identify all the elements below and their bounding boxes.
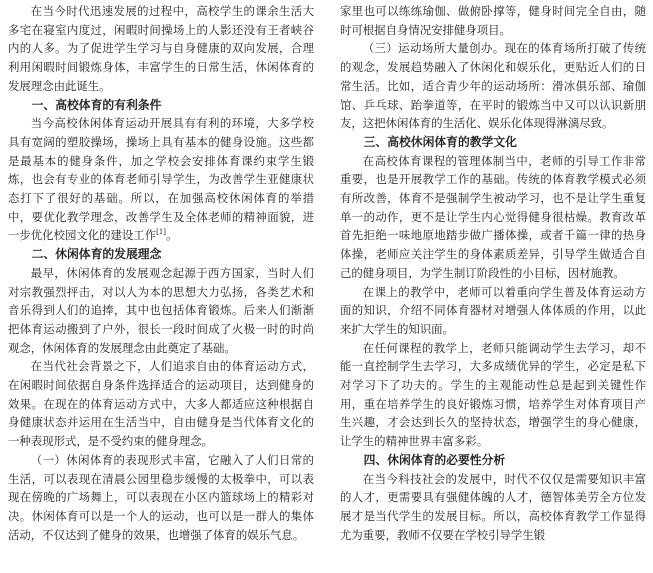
section-heading-3: 三、高校休闲体育的教学文化 xyxy=(363,134,517,149)
section-3-paragraph-2: 在课上的教学中，老师可以着重向学生普及体育运动方面的知识，介绍不同体育器材对增强人体体质的作用，以此来扩大学生的知识面。 xyxy=(340,284,646,336)
intro-paragraph: 在当今时代迅速发展的过程中，高校学生的课余生活大多宅在寝室内度过，闲暇时间操场上的人影还没有王者峡谷内的人多。为了促进学生学习与自身健康的双向发展，合理利用闲暇时间锻炼身体，丰富学生的日常生活，休闲体育的发展理念由此诞生。 xyxy=(8,4,314,93)
section-heading-1: 一、高校体育的有利条件 xyxy=(31,97,162,112)
section-2-paragraph-3: （一）休闲体育的表现形式丰富，它融入了人们日常的生活，可以表现在清晨公园里稳步缓慢的太极拳中，可以表现在傍晚的广场舞上，可以表现在小区内篮球场上的精彩对决。休闲体育可以是一个人的运动，也可以是一群人的集体活动，不仅达到了健身的效果，也增强了体育的娱乐气息。 xyxy=(8,452,314,542)
section-1-text-end: 。 xyxy=(166,228,178,243)
section-1-text: 当今高校休闲体育运动开展具有有利的环境，大多学校具有宽阔的塑胶操场，操场上具有基本的健身设施。这些都是最基本的健身条件，加之学校会安排体育课约束学生锻炼，也会有专业的体育老师引导学生，为改善学生亚健康状态打下了很好的基础。所以，在加强高校休闲体育的举措中，要优化教学理念，改善学生及全体老师的精神面貌，进一步优化校园文化的建设工作 xyxy=(8,116,314,243)
continued-paragraph: 家里也可以练练瑜伽、做俯卧撑等，健身时间完全自由，随时可根据自身情况安排健身项目。 xyxy=(340,4,646,37)
section-2-paragraph-4: （三）运动场所大量创办。现在的体育场所打破了传统的观念，发展趋势融入了休闲化和娱乐化，更贴近人们的日常生活。比如，适合青少年的运动场所：滑冰俱乐部、瑜伽馆、乒乓球、跆拳道等，在平时的锻炼当中又可以认识新朋友，这把休闲体育的生活化、娱乐化体现得淋漓尽致。 xyxy=(340,41,646,131)
section-3-paragraph-3: 在任何课程的教学上，老师只能调动学生去学习，却不能一直控制学生去学习，大多成绩优异的学生，必定是私下对学习下了功夫的。学生的主观能动性总是起到关键性作用，重在培养学生的良好锻炼习惯，培养学生对体育项目产生兴趣，才会达到长久的坚持状态，增强学生的身心健康，让学生的精神世界丰富多彩。 xyxy=(340,340,646,449)
section-4-paragraph-1: 在当今科技社会的发展中，时代不仅仅是需要知识丰富的人才，更需要具有强健体魄的人才，德智体美劳全方位发展才是当代学生的发展目标。所以，高校体育教学工作显得尤为重要，教师不仅要在学校引导学生锻 xyxy=(340,471,646,542)
left-column xyxy=(8,2,314,544)
section-heading-2: 二、休闲体育的发展理念 xyxy=(31,247,162,262)
reference-mark: [1] xyxy=(156,228,167,237)
section-1-paragraph xyxy=(8,114,314,245)
section-2-paragraph-2: 在当代社会背景之下，人们追求自由的体育运动方式，在闲暇时间依据自身条件选择适合的运动项目，达到健身的效果。在现在的体育运动方式中，大多人都适应这种根据自身健康状态并运用在生活当中，自由健身是当代体育文化的一种表现形式，是不受约束的健身理念。 xyxy=(8,359,314,449)
right-column xyxy=(340,2,646,544)
section-3-paragraph-1: 在高校体育课程的管理体制当中，老师的引导工作非常重要，也是开展教学工作的基础。传统的体育教学模式必须有所改善，体育不是强制学生被动学习，也不是让学生重复单一的动作，更不是让学生内心觉得健身很枯燥。教育改革首先拒绝一味地原地踏步做广播体操，或者千篇一律的热身体操，老师应关注学生的身体素质差异，引导学生做适合自己的健身项目，为学生制订阶段性的小目标，因材施教。 xyxy=(340,153,646,280)
section-heading-4: 四、休闲体育的必要性分析 xyxy=(363,452,506,467)
section-2-paragraph-1: 最早，休闲体育的发展观念起源于西方国家，当时人们对宗教强烈抨击，对以人为本的思想大力弘扬，各类艺术和音乐得到人们的追捧，其中也包括体育锻炼。后来人们渐渐把体育运动搬到了户外，很长一段时间成了火极一时的时尚观念，休闲体育的发展理念由此奠定了基础。 xyxy=(8,265,314,355)
